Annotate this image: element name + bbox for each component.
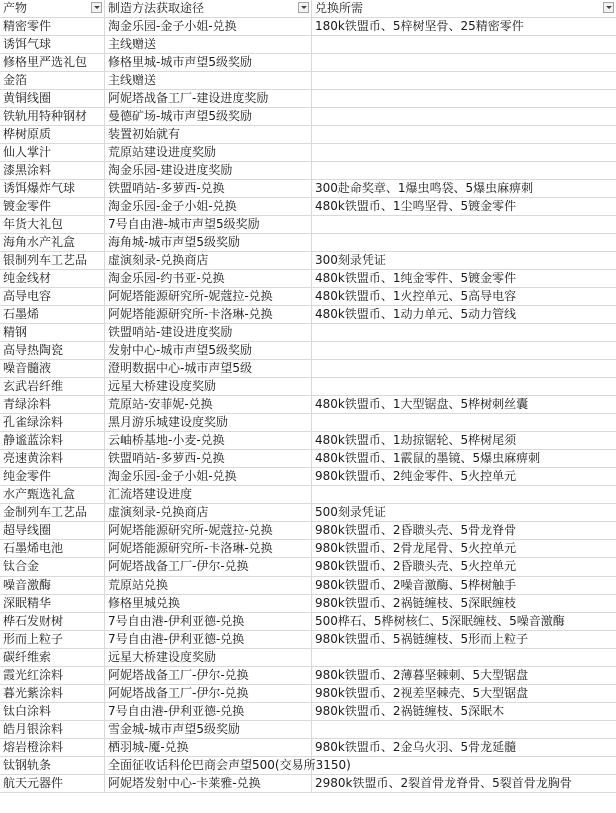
requirements-cell[interactable] (312, 360, 616, 377)
requirements-cell[interactable]: 980k铁盟币、2金乌火羽、5骨龙延髓 (315, 739, 517, 754)
requirements-cell[interactable]: 980k铁盟币、2纯金零件、5火控单元 (315, 469, 517, 484)
method-cell[interactable]: 阿妮塔战备工厂-伊尔-兑换 (105, 558, 312, 575)
method-cell[interactable]: 虚演刻录-兑换商店 (105, 252, 312, 269)
product-cell[interactable]: 精钢 (0, 324, 105, 341)
method-cell[interactable]: 7号自由港-伊利亚德-兑换 (105, 613, 312, 630)
product-cell[interactable]: 漆黑涂料 (0, 162, 105, 179)
header-row (0, 0, 616, 18)
requirements-cell[interactable]: 980k铁盟币、2昏聩头壳、5骨龙脊骨 (315, 523, 517, 538)
product-cell[interactable]: 石墨烯 (0, 306, 105, 323)
method-cell[interactable]: 荒原站兑换 (105, 577, 312, 594)
table-row (0, 324, 616, 342)
method-cell[interactable]: 阿妮塔战备工厂-建设进度奖励 (105, 90, 312, 107)
product-cell[interactable]: 钛钢轨条 (0, 757, 105, 774)
product-cell[interactable]: 水产甄选礼盒 (0, 486, 105, 503)
table-row (0, 90, 616, 108)
table-row (0, 180, 616, 198)
column-header-requirements (312, 0, 616, 17)
table-row (0, 306, 616, 324)
table-row (0, 108, 616, 126)
product-cell[interactable]: 石墨烯电池 (0, 540, 105, 557)
method-cell[interactable]: 铁盟哨站-建设进度奖励 (105, 324, 312, 341)
method-cell[interactable]: 澄明数据中心-城市声望5级 (105, 360, 312, 377)
requirements-cell[interactable] (312, 108, 616, 125)
requirements-cell[interactable] (312, 144, 616, 161)
requirements-cell[interactable]: 980k铁盟币、2薄暮坚棘刺、5大型锯盘 (315, 667, 529, 682)
method-cell[interactable]: 淘金乐园-金子小姐-兑换 (105, 468, 312, 485)
requirements-cell[interactable] (312, 378, 616, 395)
requirements-cell[interactable]: 480k铁盟币、1霰鼠的墨镜、5爆虫麻痹刺 (315, 451, 541, 466)
product-cell[interactable]: 熔岩橙涂料 (0, 739, 105, 756)
requirements-cell[interactable]: 2980k铁盟币、2裂首骨龙脊骨、5裂首骨龙胸骨 (315, 775, 572, 790)
product-cell[interactable]: 青绿涂料 (0, 396, 105, 413)
product-cell[interactable]: 亮速黄涂料 (0, 450, 105, 467)
requirements-cell[interactable] (312, 216, 616, 233)
product-cell[interactable]: 镀金零件 (0, 198, 105, 215)
table-row (0, 450, 616, 468)
product-cell[interactable]: 噪音激酶 (0, 577, 105, 594)
method-cell[interactable]: 曼德矿场-城市声望5级奖励 (105, 108, 312, 125)
product-cell[interactable]: 霞光红涂料 (0, 667, 105, 684)
table-row (0, 595, 616, 613)
product-cell[interactable]: 金箔 (0, 72, 105, 89)
method-cell[interactable]: 淘金乐园-建设进度奖励 (105, 162, 312, 179)
requirements-cell[interactable]: 980k铁盟币、2祸链缠枝、5深眠缠枝 (315, 595, 517, 610)
table-row (0, 703, 616, 721)
method-cell[interactable]: 7号自由港-伊利亚德-兑换 (105, 631, 312, 648)
product-cell[interactable]: 孔雀绿涂料 (0, 414, 105, 431)
product-cell[interactable]: 钛合金 (0, 558, 105, 575)
method-cell[interactable]: 7号自由港-伊利亚德-兑换 (105, 703, 312, 720)
column-header-label: 产物 (3, 1, 28, 15)
table-row (0, 739, 616, 757)
product-cell[interactable]: 碳纤维索 (0, 649, 105, 666)
method-cell[interactable]: 主线赠送 (105, 72, 312, 89)
method-cell[interactable]: 阿妮塔战备工厂-伊尔-兑换 (105, 667, 312, 684)
method-cell[interactable]: 荒原站-安菲妮-兑换 (105, 396, 312, 413)
method-cell[interactable]: 阿妮塔战备工厂-伊尔-兑换 (105, 685, 312, 702)
product-cell[interactable]: 金制列车工艺品 (0, 504, 105, 521)
table-row (0, 486, 616, 504)
table-row (0, 685, 616, 703)
table-row (0, 468, 616, 486)
table-row (0, 522, 616, 540)
method-cell[interactable]: 云岫桥基地-小麦-兑换 (105, 432, 312, 449)
requirements-cell[interactable] (312, 342, 616, 359)
method-cell[interactable]: 远星大桥建设度奖励 (105, 649, 312, 666)
product-cell[interactable]: 高导热陶瓷 (0, 342, 105, 359)
product-cell[interactable]: 年货大礼包 (0, 216, 105, 233)
filter-dropdown-icon[interactable] (603, 2, 614, 13)
method-cell[interactable]: 雪金城-城市声望5级奖励 (105, 721, 312, 738)
table-row (0, 649, 616, 667)
method-cell[interactable]: 栖羽城-魇-兑换 (105, 739, 312, 756)
product-cell[interactable]: 银制列车工艺品 (0, 252, 105, 269)
requirements-cell[interactable]: 500刻录凭证 (315, 505, 386, 520)
table-row (0, 396, 616, 414)
product-cell[interactable]: 铁轨用特种钢材 (0, 108, 105, 125)
method-cell[interactable]: 淘金乐园-约书亚-兑换 (105, 270, 312, 287)
method-cell[interactable]: 阿妮塔发射中心-卡莱雅-兑换 (105, 775, 312, 792)
method-cell[interactable]: 发射中心-城市声望5级奖励 (105, 342, 312, 359)
product-cell[interactable]: 暮光紫涂料 (0, 685, 105, 702)
product-cell[interactable]: 诱饵气球 (0, 36, 105, 53)
table-row (0, 216, 616, 234)
method-cell[interactable]: 修格里城-城市声望5级奖励 (105, 54, 312, 71)
method-cell[interactable]: 阿妮塔能源研究所-卡洛琳-兑换 (105, 540, 312, 557)
method-cell[interactable]: 阿妮塔能源研究所-妮蔻拉-兑换 (105, 522, 312, 539)
filter-dropdown-icon[interactable] (298, 2, 309, 13)
method-cell[interactable]: 主线赠送 (105, 36, 312, 53)
requirements-cell[interactable] (312, 324, 616, 341)
table-row (0, 631, 616, 649)
table-row (0, 378, 616, 396)
requirements-cell[interactable]: 300赴命奖章、1爆虫鸣袋、5爆虫麻痹刺 (315, 181, 534, 196)
requirements-cell[interactable]: 980k铁盟币、2祸链缠枝、5深眠木 (315, 703, 505, 718)
product-cell[interactable]: 纯金线材 (0, 270, 105, 287)
product-cell[interactable]: 超导线圈 (0, 522, 105, 539)
table-row (0, 558, 616, 576)
method-cell[interactable]: 黑月游乐城建设度奖励 (105, 414, 312, 431)
product-cell[interactable]: 桦石发财树 (0, 613, 105, 630)
requirements-cell[interactable]: 980k铁盟币、2视差坚棘壳、5大型锯盘 (315, 685, 529, 700)
table-row (0, 432, 616, 450)
requirements-cell[interactable] (312, 126, 616, 143)
product-cell[interactable]: 静谧蓝涂料 (0, 432, 105, 449)
product-cell[interactable]: 航天元器件 (0, 775, 105, 792)
method-cell[interactable]: 7号自由港-城市声望5级奖励 (105, 216, 312, 233)
method-cell[interactable]: 阿妮塔能源研究所-妮蔻拉-兑换 (105, 288, 312, 305)
requirements-cell[interactable]: 980k铁盟币、2昏聩头壳、5火控单元 (315, 559, 517, 574)
requirements-cell[interactable] (312, 757, 616, 774)
column-header-label: 制造方法获取途径 (108, 1, 205, 15)
method-cell[interactable]: 铁盟哨站-多萝西-兑换 (105, 180, 312, 197)
product-cell[interactable]: 桦树原质 (0, 126, 105, 143)
requirements-cell[interactable] (312, 414, 616, 431)
requirements-cell[interactable]: 980k铁盟币、5祸链缠枝、5形而上粒子 (315, 631, 529, 646)
method-cell[interactable]: 阿妮塔能源研究所-卡洛琳-兑换 (105, 306, 312, 323)
product-cell[interactable]: 精密零件 (0, 18, 105, 35)
requirements-cell[interactable]: 180k铁盟币、5梓树坚骨、25精密零件 (315, 19, 524, 34)
table-row (0, 360, 616, 378)
product-cell[interactable]: 深眠精华 (0, 595, 105, 612)
requirements-cell[interactable] (312, 54, 616, 71)
requirements-cell[interactable]: 480k铁盟币、1动力单元、5动力管线 (315, 307, 517, 322)
table-row (0, 667, 616, 685)
method-cell[interactable]: 远星大桥建设度奖励 (105, 378, 312, 395)
table-row (0, 18, 616, 36)
product-cell[interactable]: 纯金零件 (0, 468, 105, 485)
table-row (0, 577, 616, 595)
method-cell[interactable]: 淘金乐园-金子小姐-兑换 (105, 18, 312, 35)
table-row (0, 414, 616, 432)
product-cell[interactable]: 诱饵爆炸气球 (0, 180, 105, 197)
requirements-cell[interactable]: 480k铁盟币、1劫掠锯轮、5桦树尾须 (315, 433, 517, 448)
requirements-cell[interactable]: 480k铁盟币、1火控单元、5高导电容 (315, 289, 517, 304)
requirements-cell[interactable] (312, 234, 616, 251)
table-row (0, 234, 616, 252)
table-row (0, 540, 616, 558)
table-body (0, 18, 616, 793)
table-row (0, 198, 616, 216)
requirements-cell[interactable] (312, 649, 616, 666)
requirements-cell[interactable]: 480k铁盟币、1尘鸣坚骨、5镀金零件 (315, 199, 517, 214)
requirements-cell[interactable] (312, 90, 616, 107)
table-row (0, 144, 616, 162)
table-row (0, 288, 616, 306)
product-cell[interactable]: 皓月银涂料 (0, 721, 105, 738)
product-cell[interactable]: 形而上粒子 (0, 631, 105, 648)
product-cell[interactable]: 海角水产礼盒 (0, 234, 105, 251)
requirements-cell[interactable] (312, 72, 616, 89)
product-cell[interactable]: 仙人掌汁 (0, 144, 105, 161)
product-cell[interactable]: 黄铜线圈 (0, 90, 105, 107)
table-row (0, 757, 616, 775)
table-row (0, 504, 616, 522)
method-cell[interactable]: 海角城-城市声望5级奖励 (105, 234, 312, 251)
table-row (0, 252, 616, 270)
requirements-cell[interactable] (312, 162, 616, 179)
requirements-cell[interactable] (312, 721, 616, 738)
requirements-cell[interactable] (312, 36, 616, 53)
filter-dropdown-icon[interactable] (91, 2, 102, 13)
product-cell[interactable]: 高导电容 (0, 288, 105, 305)
product-cell[interactable]: 钛白涂料 (0, 703, 105, 720)
table-row (0, 721, 616, 739)
requirements-cell[interactable]: 480k铁盟币、1纯金零件、5镀金零件 (315, 271, 517, 286)
table-row (0, 162, 616, 180)
product-cell[interactable]: 玄武岩纤维 (0, 378, 105, 395)
method-cell[interactable]: 荒原站建设进度奖励 (105, 144, 312, 161)
requirements-cell[interactable]: 480k铁盟币、1大型锯盘、5桦树刺丝囊 (315, 397, 529, 412)
requirements-cell[interactable] (312, 486, 616, 503)
product-cell[interactable]: 噪音髓液 (0, 360, 105, 377)
method-cell[interactable]: 淘金乐园-金子小姐-兑换 (105, 198, 312, 215)
table-row (0, 613, 616, 631)
requirements-cell[interactable]: 980k铁盟币、2噪音激酶、5桦树触手 (315, 577, 517, 592)
method-cell[interactable]: 汇流塔建设进度 (105, 486, 312, 503)
method-cell[interactable]: 全面征收话科伦巴商会声望500(交易所3150) (105, 757, 312, 774)
requirements-cell[interactable]: 300刻录凭证 (315, 253, 386, 268)
column-header-product (0, 0, 105, 17)
table-row (0, 36, 616, 54)
method-cell[interactable]: 装置初始就有 (105, 126, 312, 143)
product-cell[interactable]: 修格里严选礼包 (0, 54, 105, 71)
table-row (0, 126, 616, 144)
table-row (0, 54, 616, 72)
table-row (0, 72, 616, 90)
requirements-cell[interactable]: 500桦石、5桦树核仁、5深眠缠枝、5噪音激酶 (315, 613, 565, 628)
column-header-label: 兑换所需 (315, 1, 364, 15)
column-header-method (105, 0, 312, 17)
table-row (0, 775, 616, 793)
table-row (0, 270, 616, 288)
table-row (0, 342, 616, 360)
requirements-cell[interactable]: 980k铁盟币、2骨龙尾骨、5火控单元 (315, 541, 517, 556)
method-cell[interactable]: 修格里城兑换 (105, 595, 312, 612)
method-cell[interactable]: 虚演刻录-兑换商店 (105, 504, 312, 521)
method-cell[interactable]: 铁盟哨站-多萝西-兑换 (105, 450, 312, 467)
